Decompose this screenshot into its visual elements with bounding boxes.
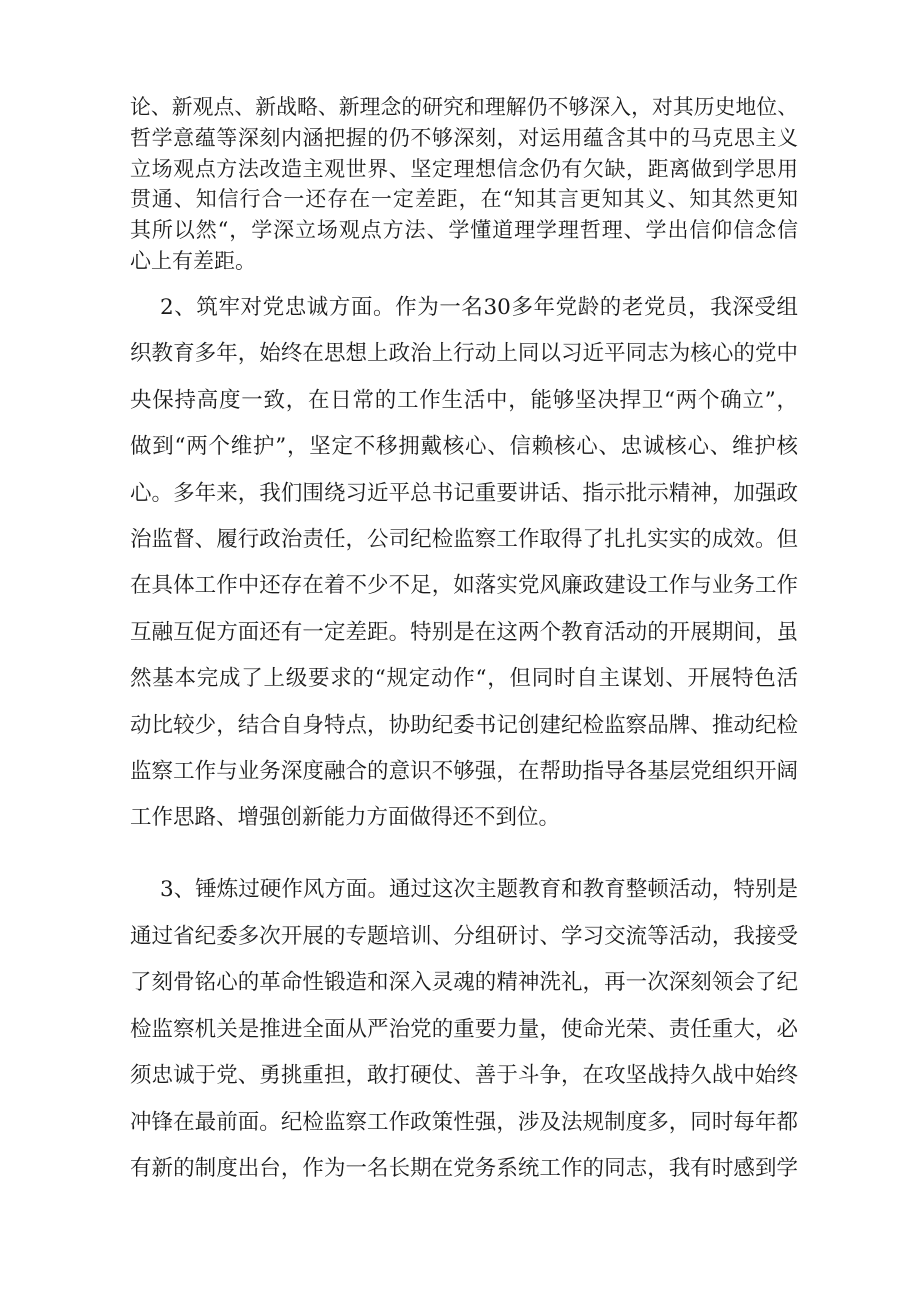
- text-line: 贯通、知信行合一还存在一定差距，在“知其言更知其义、知其然更知: [130, 187, 798, 212]
- text-line: 其所以然“，学深立场观点方法、学懂道理学理哲理、学出信仰信念信: [130, 218, 798, 243]
- text-line: 心上有差距。: [130, 248, 256, 273]
- text-line: 然基本完成了上级要求的“规定动作“，但同时自主谋划、开展特色活: [130, 666, 798, 692]
- text-line: 检监察机关是推进全面从严治党的重要力量，使命光荣、责任重大，必: [130, 1016, 798, 1042]
- text-line: 工作思路、增强创新能力方面做得还不到位。: [130, 805, 561, 831]
- text-line: 冲锋在最前面。纪检监察工作政策性强，涉及法规制度多，同时每年都: [130, 1109, 798, 1135]
- text-line: 心。多年来，我们围绕习近平总书记重要讲话、指示批示精神，加强政: [130, 480, 798, 506]
- text-line: 织教育多年，始终在思想上政治上行动上同以习近平同志为核心的党中: [130, 341, 798, 367]
- paragraph-3: [130, 867, 798, 1193]
- text-line: 通过省纪委多次开展的专题培训、分组研讨、学习交流等活动，我接受: [130, 923, 798, 949]
- text-line: 有新的制度出台，作为一名长期在党务系统工作的同志，我有时感到学: [130, 1156, 798, 1181]
- text-line: 在具体工作中还存在着不少不足，如落实党风廉政建设工作与业务工作: [130, 573, 798, 599]
- text-line: 动比较少，结合自身特点，协助纪委书记创建纪检监察品牌、推动纪检: [130, 712, 798, 738]
- text-line: 2、筑牢对党忠诚方面。作为一名30多年党龄的老党员，我深受组: [160, 295, 798, 320]
- paragraph-1: [130, 92, 798, 277]
- text-line: 须忠诚于党、勇挑重担，敢打硬仗、善于斗争，在攻坚战持久战中始终: [130, 1063, 798, 1088]
- text-line: 央保持高度一致，在日常的工作生活中，能够坚决捍卫“两个确立”，: [130, 387, 798, 413]
- text-line: 论、新观点、新战略、新理念的研究和理解仍不够深入，对其历史地位、: [130, 95, 798, 119]
- text-line: 互融互促方面还有一定差距。特别是在这两个教育活动的开展期间，虽: [130, 619, 798, 645]
- paragraph-2: [130, 285, 798, 842]
- text-line: 立场观点方法改造主观世界、坚定理想信念仍有欠缺，距离做到学思用: [130, 156, 798, 181]
- text-line: 哲学意蕴等深刻内涵把握的仍不够深刻，对运用蕴含其中的马克思主义: [130, 125, 798, 150]
- text-line: 治监督、履行政治责任，公司纪检监察工作取得了扎扎实实的成效。但: [130, 526, 798, 552]
- text-line: 3、锤炼过硬作风方面。通过这次主题教育和教育整顿活动，特别是: [160, 877, 798, 902]
- text-line: 做到“两个维护”，坚定不移拥戴核心、信赖核心、忠诚核心、维护核: [130, 434, 798, 460]
- text-line: 了刻骨铭心的革命性锻造和深入灵魂的精神洗礼，再一次深刻领会了纪: [130, 970, 798, 995]
- text-line: 监察工作与业务深度融合的意识不够强，在帮助指导各基层党组织开阔: [130, 758, 798, 784]
